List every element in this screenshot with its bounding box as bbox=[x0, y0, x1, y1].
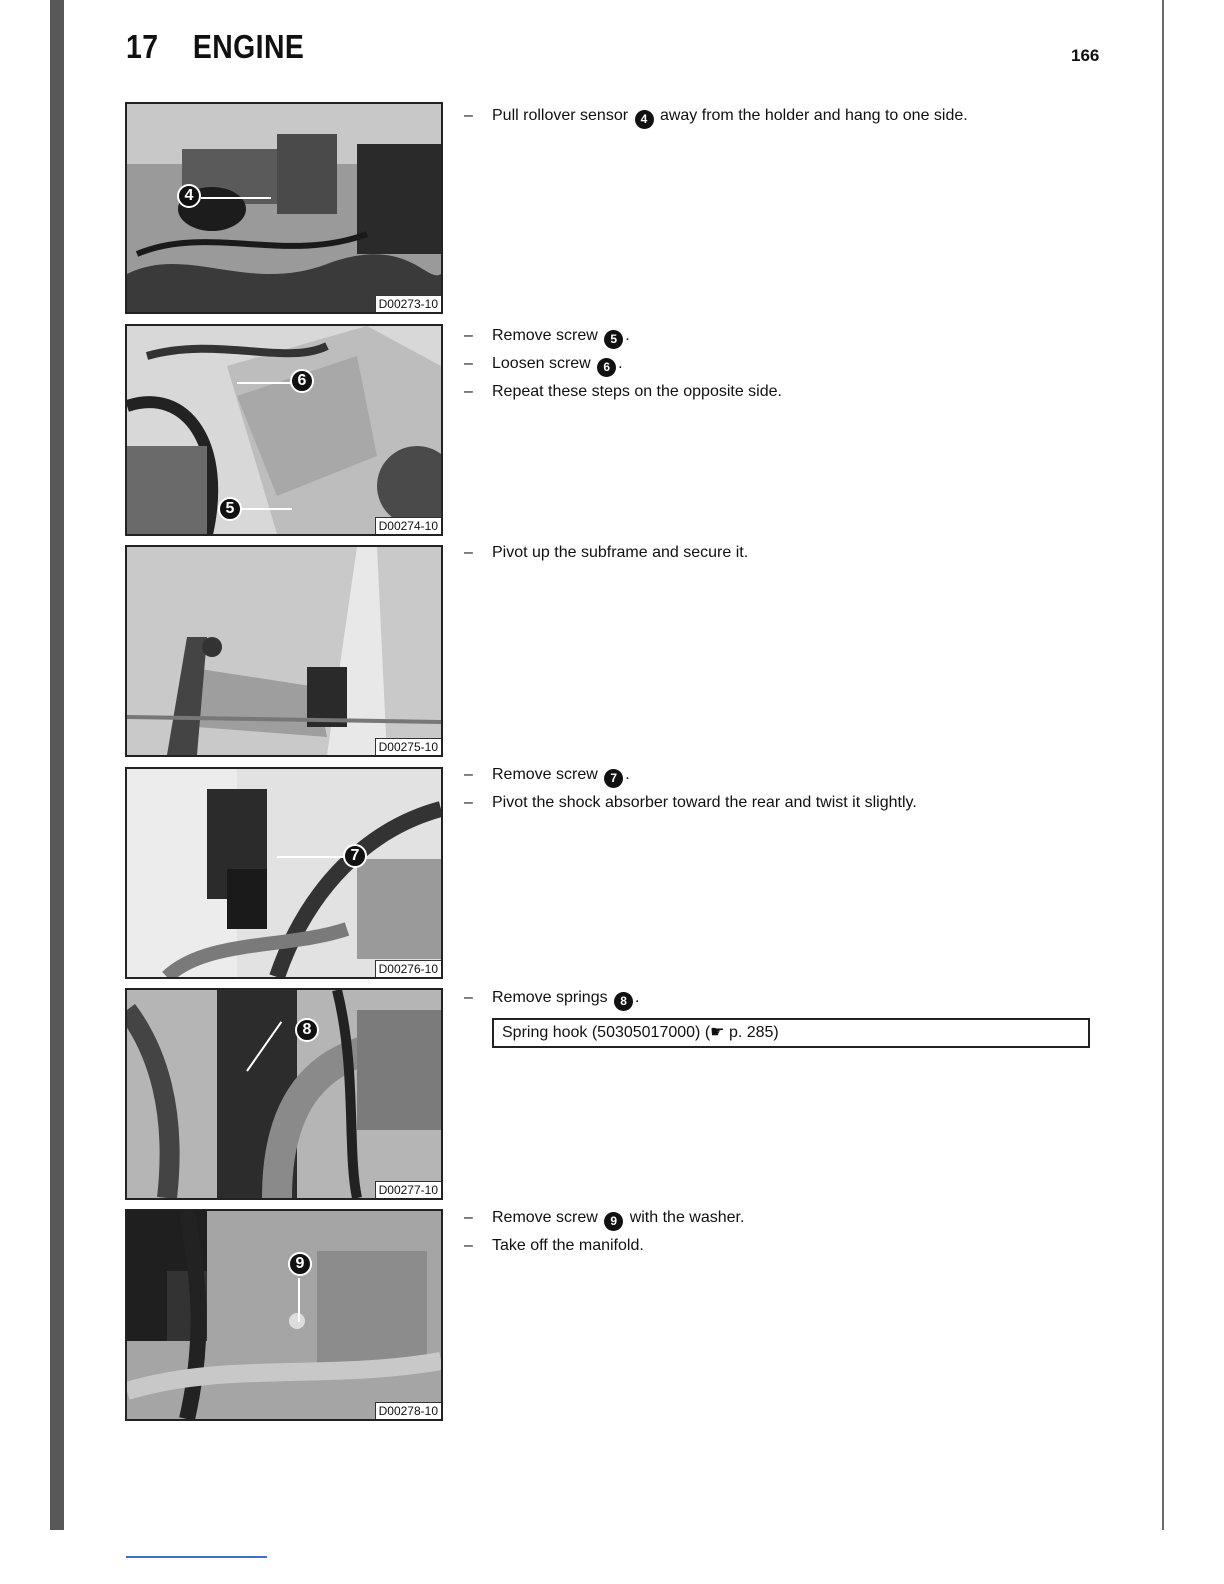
callout-leader bbox=[201, 197, 271, 199]
callout-marker: 8 bbox=[295, 1018, 319, 1042]
step-2 bbox=[0, 324, 1224, 536]
image-code: D00274-10 bbox=[375, 517, 441, 534]
engine-photo-illustration bbox=[127, 547, 441, 755]
callout-marker: 9 bbox=[288, 1252, 312, 1276]
callout-marker: 6 bbox=[290, 369, 314, 393]
special-tool-box: Spring hook (50305017000) (☛ p. 285) bbox=[492, 1018, 1090, 1048]
callout-leader bbox=[277, 856, 345, 858]
step-3 bbox=[0, 545, 1224, 757]
callout-marker: 5 bbox=[218, 497, 242, 521]
instruction-line: – Pivot up the subframe and secure it. bbox=[464, 544, 749, 561]
reference-number: 6 bbox=[597, 358, 616, 377]
step-3-instructions bbox=[464, 539, 1104, 567]
engine-photo-illustration bbox=[127, 990, 441, 1198]
engine-photo-illustration bbox=[127, 104, 441, 312]
instruction-line: – Remove screw 9 with the washer. bbox=[464, 1204, 1104, 1232]
instruction-line: – Remove springs 8 . bbox=[464, 984, 1104, 1012]
footer-rule bbox=[126, 1556, 267, 1558]
step-1 bbox=[0, 102, 1224, 314]
step-5-photo bbox=[125, 988, 443, 1200]
callout-leader bbox=[242, 508, 292, 510]
step-1-instructions bbox=[464, 102, 1104, 130]
step-5 bbox=[0, 988, 1224, 1200]
image-code: D00277-10 bbox=[375, 1181, 441, 1198]
instruction-line: – Remove screw 5 . bbox=[464, 322, 1104, 350]
dash-marker: – bbox=[464, 107, 473, 124]
instruction-line: – Repeat these steps on the opposite side. bbox=[464, 383, 782, 400]
chapter-heading bbox=[126, 28, 304, 66]
step-3-photo bbox=[125, 545, 443, 757]
engine-photo-illustration bbox=[127, 326, 441, 534]
callout-marker: 7 bbox=[343, 844, 367, 868]
step-4-photo bbox=[125, 767, 443, 979]
chapter-title: ENGINE bbox=[192, 28, 305, 65]
instruction-line: – Remove screw 7 . bbox=[464, 761, 1104, 789]
step-1-photo bbox=[125, 102, 443, 314]
image-code: D00276-10 bbox=[375, 960, 441, 977]
reference-number: 4 bbox=[635, 110, 654, 129]
reference-number: 7 bbox=[604, 769, 623, 788]
instruction-line: – Pull rollover sensor 4 away from the holder and hang to one side. bbox=[464, 102, 1104, 130]
engine-photo-illustration bbox=[127, 769, 441, 977]
step-6 bbox=[0, 1209, 1224, 1421]
step-2-instructions bbox=[464, 322, 1104, 406]
step-4-instructions bbox=[464, 761, 1104, 817]
page-number: 166 bbox=[1071, 46, 1100, 65]
image-code: D00273-10 bbox=[375, 295, 441, 312]
callout-leader bbox=[298, 1278, 300, 1322]
reference-number: 9 bbox=[604, 1212, 623, 1231]
instruction-line: – Take off the manifold. bbox=[464, 1237, 644, 1254]
instruction-line: – Pivot the shock absorber toward the rear and twist it slightly. bbox=[464, 794, 917, 811]
step-6-instructions bbox=[464, 1204, 1104, 1260]
reference-number: 8 bbox=[614, 992, 633, 1011]
step-4 bbox=[0, 767, 1224, 979]
callout-leader bbox=[237, 382, 292, 384]
instruction-line: – Loosen screw 6 . bbox=[464, 350, 1104, 378]
callout-marker: 4 bbox=[177, 184, 201, 208]
step-5-instructions bbox=[464, 984, 1104, 1048]
image-code: D00278-10 bbox=[375, 1402, 441, 1419]
chapter-number: 17 bbox=[126, 28, 159, 65]
engine-photo-illustration bbox=[127, 1211, 441, 1419]
step-6-photo bbox=[125, 1209, 443, 1421]
step-2-photo bbox=[125, 324, 443, 536]
reference-number: 5 bbox=[604, 330, 623, 349]
image-code: D00275-10 bbox=[375, 738, 441, 755]
